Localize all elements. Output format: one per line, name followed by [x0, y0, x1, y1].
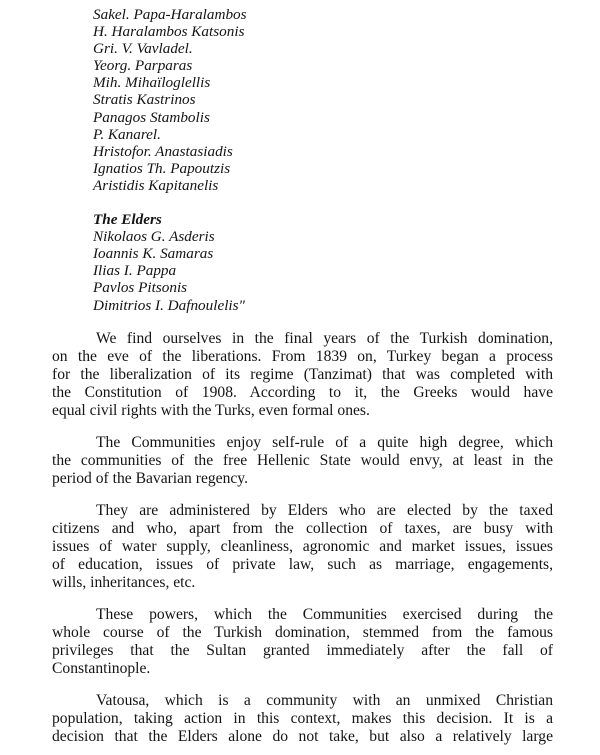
elders-heading: The Elders [93, 211, 162, 229]
paragraph-turkish-domination [52, 330, 553, 420]
signatory-name: Yeorg. Parparas [93, 57, 193, 75]
paragraph-line: for the liberalization of its regime (Tanzimat) that was completed with [52, 365, 553, 383]
paragraph-line: of education, issues of private law, such as marriage, engagements, [52, 555, 553, 573]
signatory-name: Panagos Stambolis [93, 108, 210, 126]
signatory-name: Gri. V. Vavladel. [93, 40, 193, 58]
paragraph-line: Vatousa, which is a community with an unmixed Christian [96, 692, 553, 709]
signatory-name: Stratis Kastrinos [93, 91, 196, 109]
elder-name: Nikolaos G. Asderis [93, 228, 215, 246]
signatory-name: Hristofor. Anastasiadis [93, 142, 233, 160]
signatory-name: H. Haralambos Katsonis [93, 23, 245, 41]
paragraph-self-rule [52, 434, 553, 488]
paragraph-line: issues of water supply, cleanliness, agronomic and market issues, issues [52, 537, 553, 555]
paragraph-vatousa [52, 692, 553, 746]
elder-name: Pavlos Pitsonis [93, 279, 188, 297]
elder-name: Dimitrios I. Dafnoulelis" [93, 296, 245, 314]
paragraph-line: decision that the Elders alone do not take, but also a relatively large [52, 727, 553, 745]
paragraph-line: period of the Bavarian regency. [52, 469, 248, 487]
paragraph-line: the Constitution of 1908. According to it, the Greeks would have [52, 383, 553, 401]
elder-name: Ioannis K. Samaras [93, 245, 214, 263]
signatory-name: Ignatios Th. Papoutzis [93, 159, 231, 177]
paragraph-line: equal civil rights with the Turks, even formal ones. [52, 401, 370, 419]
paragraph-privileges [52, 606, 553, 678]
list-spacer [93, 194, 247, 211]
paragraph-line: We find ourselves in the final years of the Turkish domination, [96, 330, 553, 347]
paragraph-line: the communities of the free Hellenic State would envy, at least in the [52, 451, 553, 469]
paragraph-line: population, taking action in this context, makes this decision. It is a [52, 709, 553, 727]
paragraph-line: wills, inheritances, etc. [52, 573, 196, 591]
paragraph-line: citizens and who, apart from the collection of taxes, are busy with [52, 519, 553, 537]
paragraph-line: on the eve of the liberations. From 1839 on, Turkey began a process [52, 347, 553, 365]
signatories-list [93, 6, 247, 314]
paragraph-line: These powers, which the Communities exercised during the [96, 606, 553, 623]
signatory-name: Sakel. Papa-Haralambos [93, 6, 247, 23]
signatory-name: P. Kanarel. [93, 125, 161, 143]
signatory-name: Mih. Mihaïloglellis [93, 74, 211, 92]
paragraph-elders-administration [52, 502, 553, 592]
elder-name: Ilias I. Pappa [93, 262, 177, 280]
signatory-name: Aristidis Kapitanelis [93, 176, 219, 194]
paragraph-line: whole course of the Turkish domination, stemmed from the famous [52, 623, 553, 641]
paragraph-line: The Communities enjoy self-rule of a quite high degree, which [96, 434, 553, 451]
paragraph-line: They are administered by Elders who are elected by the taxed [96, 502, 553, 519]
paragraph-line: privileges that the Sultan granted immediately after the fall of [52, 641, 553, 659]
paragraph-line: Constantinople. [52, 659, 151, 677]
